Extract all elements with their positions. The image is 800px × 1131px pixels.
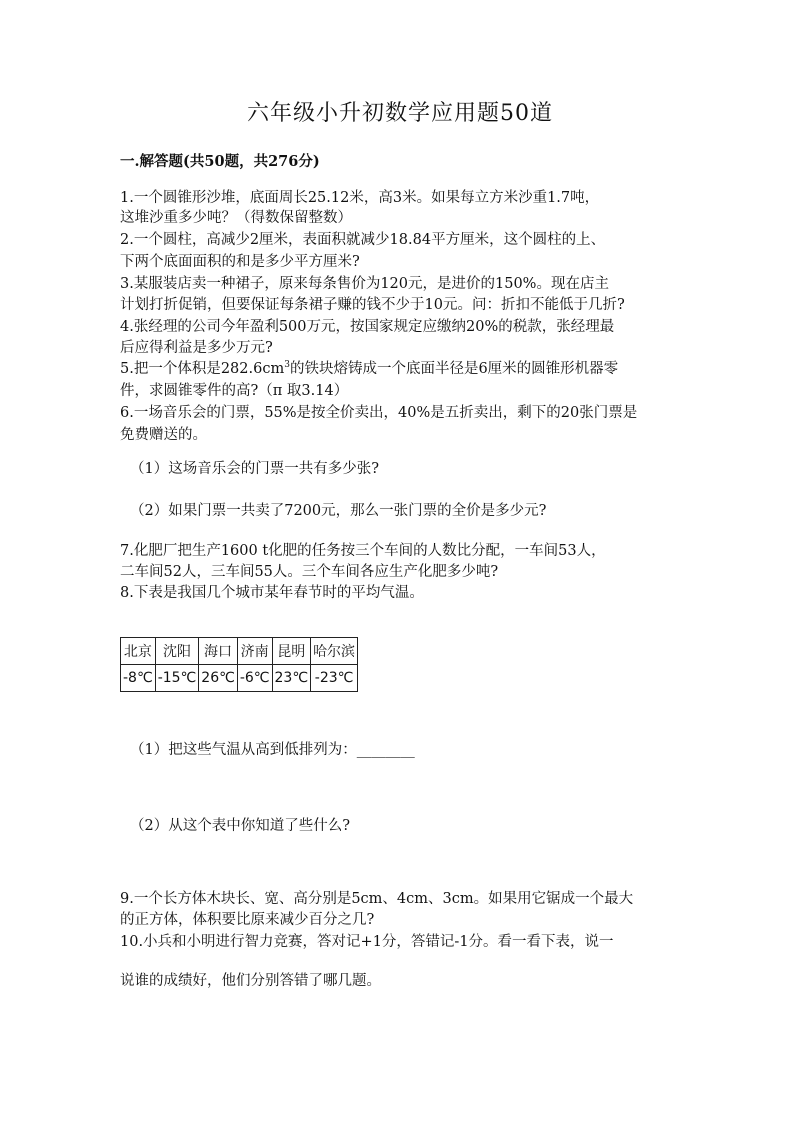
city-cell: 沈阳 [155, 638, 199, 665]
question-7-line-1: 7.化肥厂把生产1600 t化肥的任务按三个车间的人数比分配，一车间53人， [120, 543, 606, 559]
question-7-line-2: 二车间52人，三车间55人。三个车间各应生产化肥多少吨? [120, 564, 499, 580]
question-10-line-2: 说谁的成绩好，他们分别答错了哪几题。 [120, 973, 381, 989]
question-6-sub-2: （2）如果门票一共卖了7200元，那么一张门票的全价是多少元? [130, 503, 547, 519]
temperature-table [120, 637, 358, 692]
question-5-line-2: 件，求圆锥零件的高?（π 取3.14） [120, 383, 349, 399]
question-2-line-2: 下两个底面面积的和是多少平方厘米? [120, 254, 360, 270]
question-5-text-b: 的铁块熔铸成一个底面半径是6厘米的圆锥形机器零 [289, 361, 619, 377]
question-6-sub-1: （1）这场音乐会的门票一共有多少张? [130, 461, 379, 477]
question-1-line-1: 1.一个圆锥形沙堆，底面周长25.12米，高3米。如果每立方米沙重1.7吨， [120, 190, 600, 206]
cubic-superscript: 3 [284, 360, 290, 371]
question-4-line-2: 后应得利益是多少万元? [120, 340, 273, 356]
city-row [121, 638, 358, 665]
question-9-line-1: 9.一个长方体木块长、宽、高分别是5cm、4cm、3cm。如果用它锯成一个最大 [120, 891, 634, 907]
question-10-line-1: 10.小兵和小明进行智力竞赛，答对记+1分，答错记-1分。看一看下表，说一 [120, 934, 614, 950]
city-cell: 海口 [199, 638, 238, 665]
question-4-line-1: 4.张经理的公司今年盈利500万元，按国家规定应缴纳20%的税款，张经理最 [120, 319, 615, 335]
temperature-cell: 23℃ [272, 665, 311, 692]
question-5-text-a: 5.把一个体积是282.6cm [120, 361, 285, 377]
city-cell: 济南 [237, 638, 272, 665]
question-1-line-2: 这堆沙重多少吨？（得数保留整数） [120, 210, 352, 226]
question-6-line-1: 6.一场音乐会的门票，55%是按全价卖出，40%是五折卖出，剩下的20张门票是 [120, 405, 638, 421]
question-5-line-1 [120, 358, 690, 380]
question-3-line-1: 3.某服装店卖一种裙子，原来每条售价为120元，是进价的150%。现在店主 [120, 276, 609, 292]
temperature-cell: -15℃ [155, 665, 199, 692]
temperature-cell: -23℃ [311, 665, 358, 692]
page-title: 六年级小升初数学应用题50道 [247, 101, 553, 126]
temperature-row [121, 665, 358, 692]
question-8-sub-1: （1）把这些气温从高到低排列为：________ [130, 742, 415, 758]
question-9-line-2: 的正方体，体积要比原来减少百分之几? [120, 912, 375, 928]
question-8-line-1: 8.下表是我国几个城市某年春节时的平均气温。 [120, 585, 424, 601]
question-6-line-2: 免费赠送的。 [120, 427, 207, 443]
question-8-sub-2: （2）从这个表中你知道了些什么? [130, 818, 350, 834]
question-2-line-1: 2.一个圆柱，高减少2厘米，表面积就减少18.84平方厘米，这个圆柱的上、 [120, 232, 606, 248]
city-cell: 昆明 [272, 638, 311, 665]
temperature-cell: -8℃ [121, 665, 156, 692]
section-heading: 一.解答题(共50题，共276分) [120, 153, 320, 170]
city-cell: 哈尔滨 [311, 638, 358, 665]
question-3-line-2: 计划打折促销，但要保证每条裙子赚的钱不少于10元。问：折扣不能低于几折? [120, 297, 625, 313]
temperature-cell: 26℃ [199, 665, 238, 692]
temperature-cell: -6℃ [237, 665, 272, 692]
city-cell: 北京 [121, 638, 156, 665]
